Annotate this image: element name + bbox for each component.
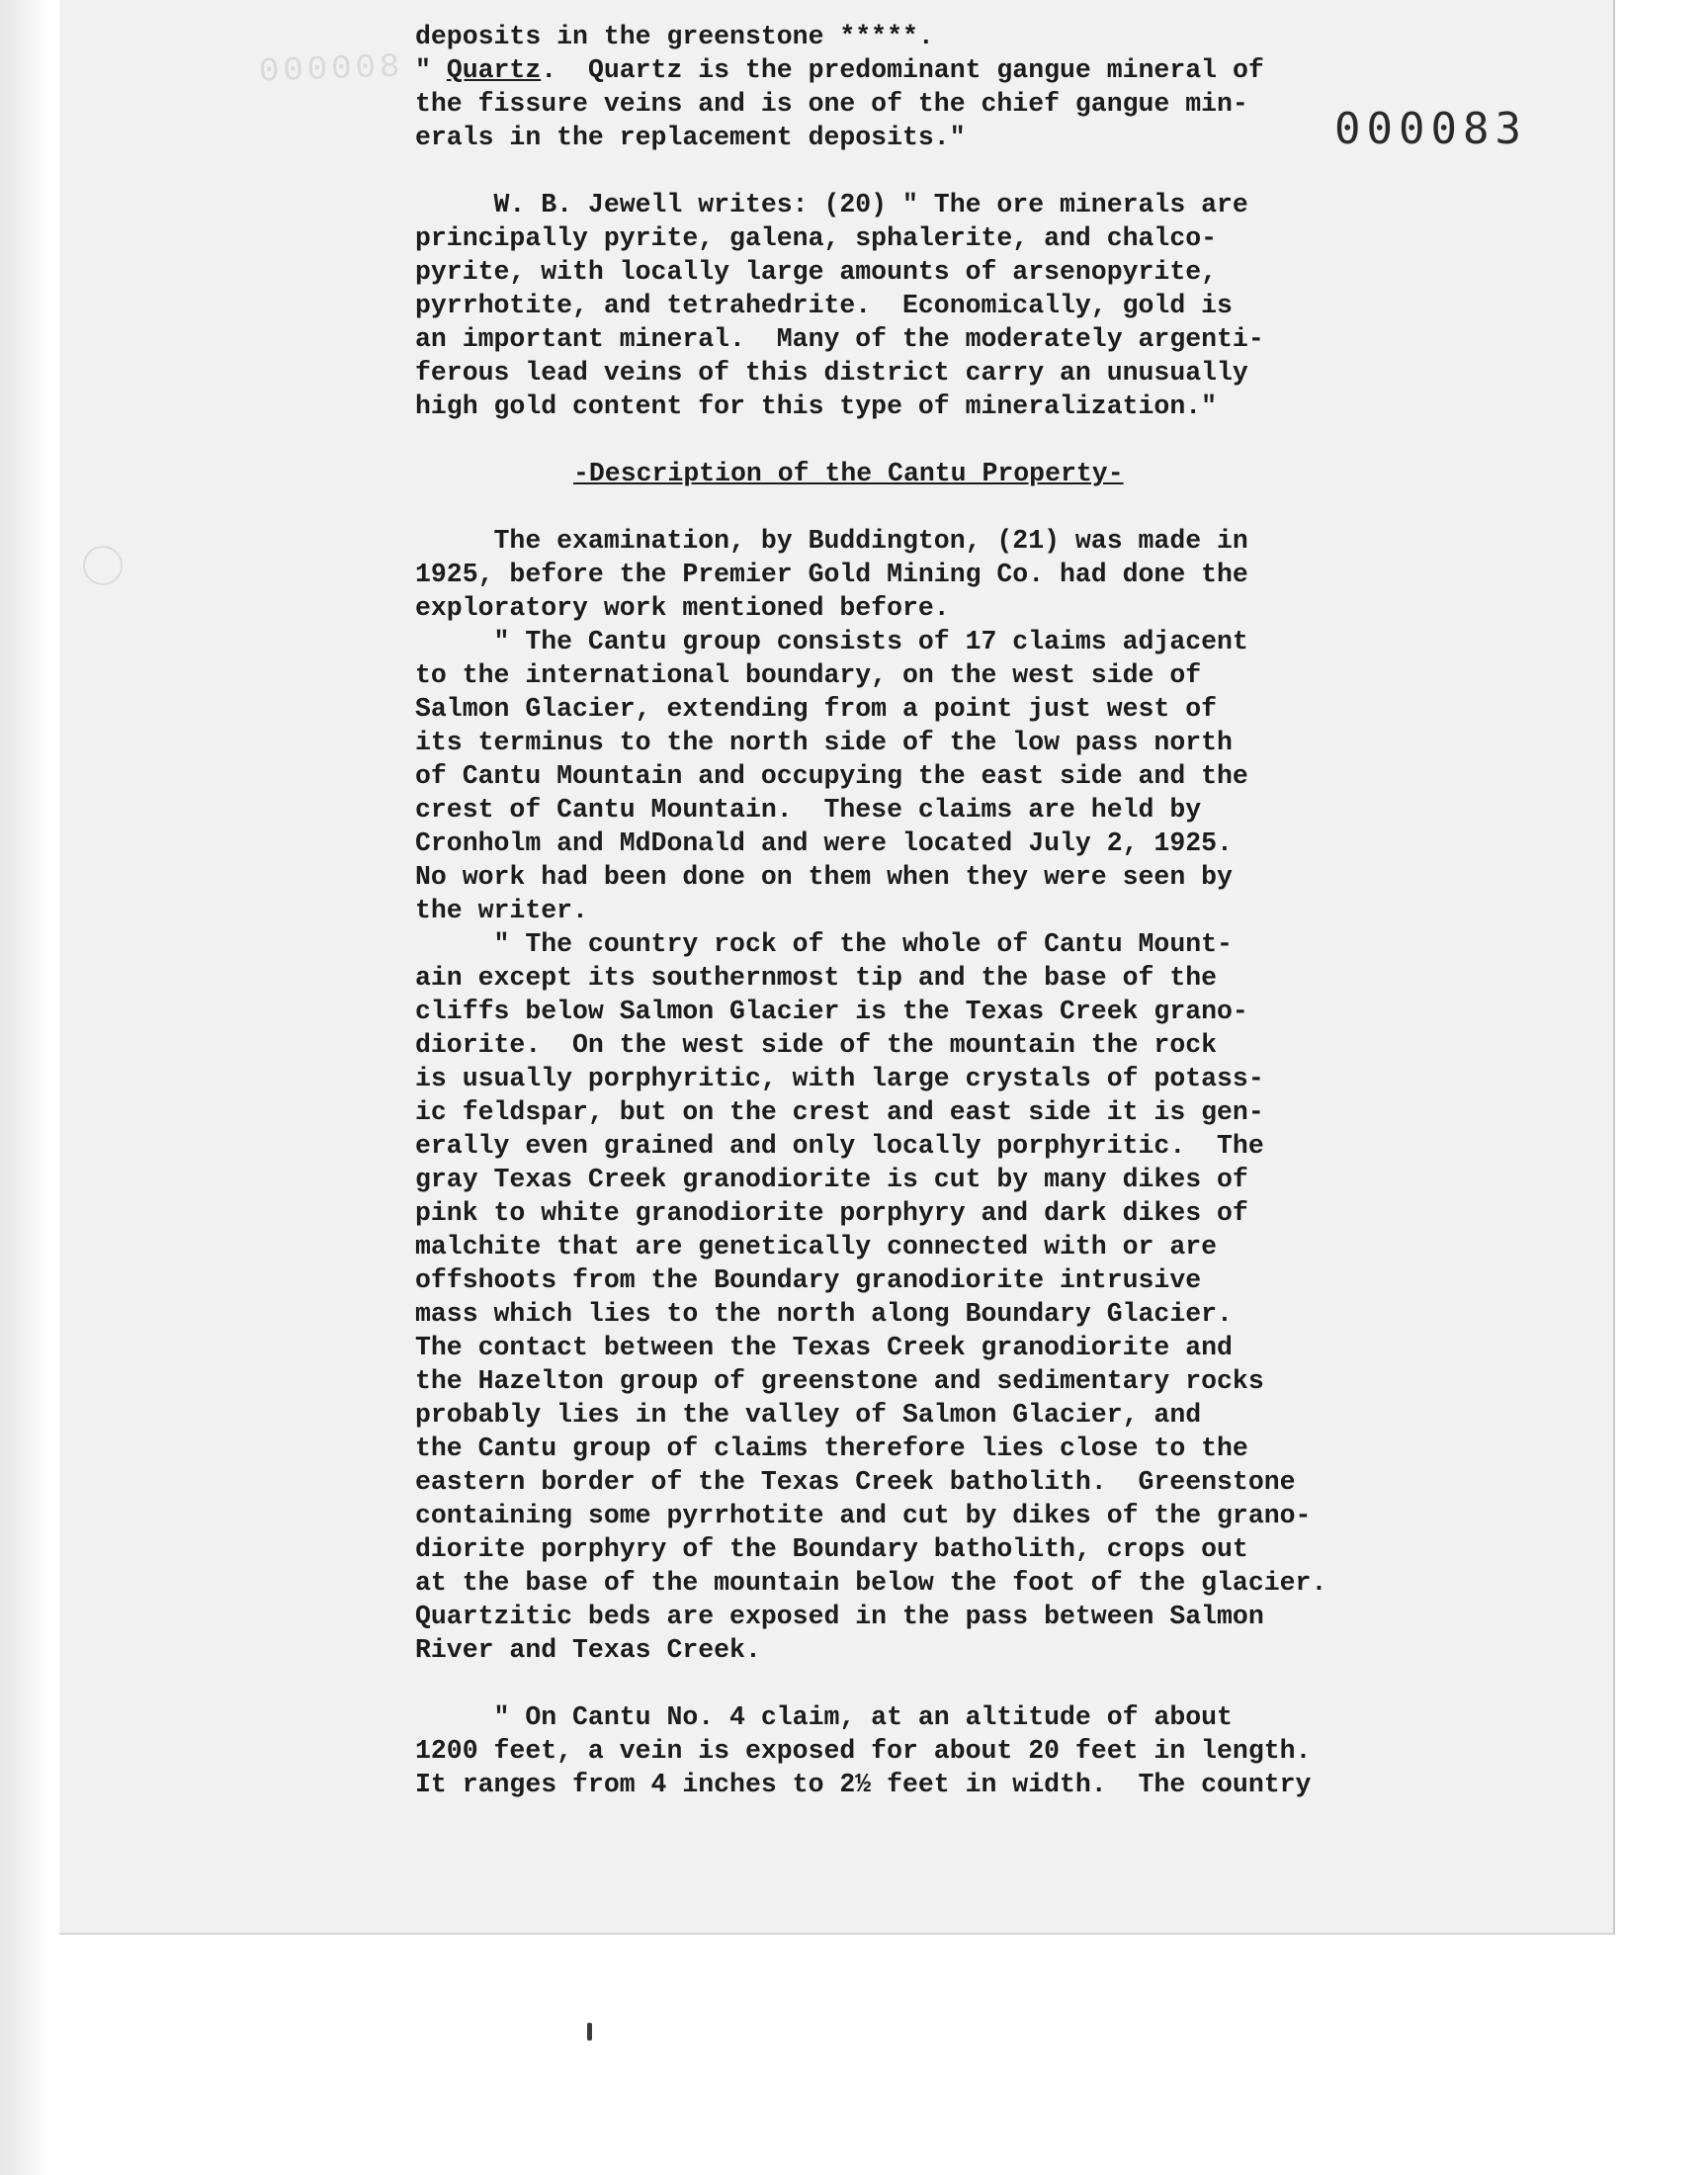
text-line: its terminus to the north side of the low pass north xyxy=(415,728,1233,757)
text-line: cliffs below Salmon Glacier is the Texas Creek grano- xyxy=(415,997,1248,1026)
text-line: " The country rock of the whole of Cantu Mount- xyxy=(415,929,1233,959)
text-line: eastern border of the Texas Creek batholith. Greenstone xyxy=(415,1467,1296,1497)
text-line: " The Cantu group consists of 17 claims adjacent xyxy=(415,627,1248,656)
section-heading: -Description of the Cantu Property- xyxy=(573,459,1124,488)
text-line: offshoots from the Boundary granodiorite intrusive xyxy=(415,1265,1202,1295)
text-line: mass which lies to the north along Boundary Glacier. xyxy=(415,1299,1233,1329)
text-line: is usually porphyritic, with large crystals of potass- xyxy=(415,1064,1264,1093)
text-line: the fissure veins and is one of the chief gangue min- xyxy=(415,89,1248,119)
text-line xyxy=(415,53,1404,87)
text-line: high gold content for this type of mineralization." xyxy=(415,392,1218,421)
text-line: pyrrhotite, and tetrahedrite. Economically, gold is xyxy=(415,291,1233,320)
paragraph-gap xyxy=(415,490,1404,524)
text-line: the writer. xyxy=(415,896,588,925)
text-line: containing some pyrrhotite and cut by dikes of the grano- xyxy=(415,1501,1312,1530)
paragraph-gap xyxy=(415,423,1404,457)
underlined-term: Quartz xyxy=(446,55,542,85)
document-body xyxy=(415,20,1404,1801)
text-line: crest of Cantu Mountain. These claims are held by xyxy=(415,795,1202,825)
paragraph-gap xyxy=(415,1667,1404,1700)
text-line: ain except its southernmost tip and the base of the xyxy=(415,963,1218,993)
ghost-page-number: 000008 xyxy=(258,48,405,92)
text-line: of Cantu Mountain and occupying the east side and the xyxy=(415,761,1248,791)
text-line: W. B. Jewell writes: (20) " The ore minerals are xyxy=(415,190,1248,219)
text-line: ic feldspar, but on the crest and east side it is gen- xyxy=(415,1097,1264,1127)
text-line: principally pyrite, galena, sphalerite, and chalco- xyxy=(415,223,1218,253)
text-line: Cronholm and MdDonald and were located July 2, 1925. xyxy=(415,828,1233,858)
text-line: The examination, by Buddington, (21) was made in xyxy=(415,526,1248,556)
text-line: the Cantu group of claims therefore lies close to the xyxy=(415,1434,1248,1463)
text-line: Salmon Glacier, extending from a point just west of xyxy=(415,694,1218,724)
text-line: deposits in the greenstone *****. xyxy=(415,22,934,51)
text-line: at the base of the mountain below the foot of the glacier. xyxy=(415,1568,1327,1598)
text-line: pyrite, with locally large amounts of arsenopyrite, xyxy=(415,257,1218,287)
text-line: exploratory work mentioned before. xyxy=(415,593,950,623)
text-line: ferous lead veins of this district carry an unusually xyxy=(415,358,1248,388)
text-line: an important mineral. Many of the moderately argenti- xyxy=(415,324,1264,354)
text-line: malchite that are genetically connected with or are xyxy=(415,1232,1218,1262)
scan-edge xyxy=(0,0,47,2175)
paragraph-gap xyxy=(415,154,1404,188)
text-line: erals in the replacement deposits." xyxy=(415,123,966,152)
text-line: pink to white granodiorite porphyry and dark dikes of xyxy=(415,1198,1248,1228)
text-line: erally even grained and only locally porphyritic. The xyxy=(415,1131,1264,1161)
text-line: No work had been done on them when they were seen by xyxy=(415,862,1233,892)
text-line: diorite porphyry of the Boundary batholith, crops out xyxy=(415,1534,1248,1564)
text-line: probably lies in the valley of Salmon Glacier, and xyxy=(415,1400,1202,1430)
text-line: Quartzitic beds are exposed in the pass between Salmon xyxy=(415,1602,1264,1631)
ink-speck xyxy=(587,2023,592,2041)
page-number-stamp: 000083 xyxy=(1334,104,1527,154)
text-line: It ranges from 4 inches to 2½ feet in width. The country xyxy=(415,1770,1312,1799)
text-line: The contact between the Texas Creek granodiorite and xyxy=(415,1333,1233,1362)
text-line: River and Texas Creek. xyxy=(415,1635,761,1665)
punch-hole-mark xyxy=(83,546,123,585)
text-line: gray Texas Creek granodiorite is cut by many dikes of xyxy=(415,1165,1248,1194)
text-segment: " xyxy=(415,55,447,85)
text-line: to the international boundary, on the west side of xyxy=(415,660,1202,690)
text-line: " On Cantu No. 4 claim, at an altitude of about xyxy=(415,1702,1233,1732)
text-line: diorite. On the west side of the mountain the rock xyxy=(415,1030,1218,1060)
text-line: 1925, before the Premier Gold Mining Co. had done the xyxy=(415,560,1248,589)
text-line: the Hazelton group of greenstone and sedimentary rocks xyxy=(415,1366,1264,1396)
text-segment: . Quartz is the predominant gangue mineral of xyxy=(541,55,1264,85)
text-line: 1200 feet, a vein is exposed for about 20 feet in length. xyxy=(415,1736,1312,1766)
